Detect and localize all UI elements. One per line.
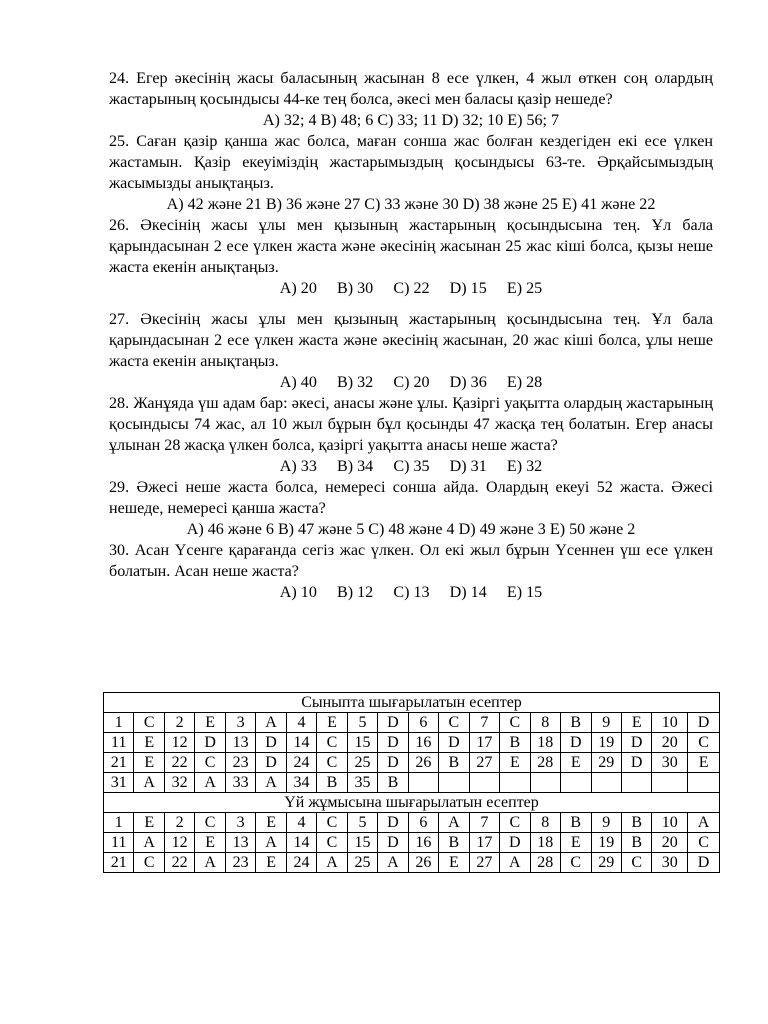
- class-key-question-number: 13: [225, 733, 255, 753]
- homework-key-answer-letter: A: [256, 833, 286, 853]
- class-key-row: [104, 753, 720, 773]
- class-key-answer-letter: E: [195, 713, 225, 733]
- homework-key-question-number: 9: [591, 813, 621, 833]
- problem-30-options: A) 10 B) 12 C) 13 D) 14 E) 15: [279, 584, 543, 601]
- homework-key-question-number: 13: [225, 833, 255, 853]
- homework-key-answer-letter: A: [688, 813, 720, 833]
- homework-key-answer-letter: B: [439, 833, 469, 853]
- class-key-answer-letter: C: [317, 753, 347, 773]
- class-key-answer-letter: E: [561, 753, 591, 773]
- homework-key-answer-letter: C: [561, 853, 591, 873]
- problem-29-options: A) 46 және 6 B) 47 және 5 C) 48 және 4 D) 49 және 3 E) 50 және 2: [186, 521, 636, 538]
- class-key-answer-letter: D: [378, 713, 408, 733]
- problem-27-options: A) 40 B) 32 C) 20 D) 36 E) 28: [279, 374, 543, 391]
- class-key-question-number: [408, 773, 438, 793]
- class-key-row: [104, 713, 720, 733]
- homework-key-answer-letter: C: [317, 833, 347, 853]
- problem-27-text: 27. Әкесінің жасы ұлы мен қызының жастарының қосындысына тең. Ұл бала қарындасынан 2 есе үлкен жаста және әкесінің жасынан, 20 жас кіші болса, ұлы неше жаста екенін анықтаңыз.: [109, 311, 713, 370]
- problem-25-options: A) 42 және 21 B) 36 және 27 C) 33 және 30 D) 38 және 25 E) 41 және 22: [166, 196, 656, 213]
- homework-key-row: [104, 813, 720, 833]
- class-key-answer-letter: [688, 773, 720, 793]
- class-key-answer-letter: B: [317, 773, 347, 793]
- class-key-answer-letter: D: [256, 733, 286, 753]
- class-key-answer-letter: C: [439, 713, 469, 733]
- class-key-question-number: 21: [104, 753, 134, 773]
- homework-key-question-number: 28: [530, 853, 560, 873]
- class-key-question-number: 34: [286, 773, 316, 793]
- class-key-answer-letter: D: [195, 733, 225, 753]
- class-key-question-number: 16: [408, 733, 438, 753]
- class-key-question-number: 23: [225, 753, 255, 773]
- homework-key-answer-letter: E: [195, 833, 225, 853]
- problem-28-text: 28. Жанұяда үш адам бар: әкесі, анасы және ұлы. Қазіргі уақытта олардың жастарының қосындысы 74 жас, ал 10 жыл бұрын бұл қосынды 47 жасқа тең болатын. Егер анасы ұлынан 28 жасқа үлкен болса, қазіргі уақытта анасы неше жаста?: [109, 395, 713, 454]
- homework-key-question-number: 15: [347, 833, 377, 853]
- homework-key-answer-letter: A: [134, 833, 164, 853]
- homework-problems-title-row: [104, 793, 720, 813]
- homework-key-answer-letter: E: [561, 833, 591, 853]
- class-key-question-number: 33: [225, 773, 255, 793]
- class-key-answer-letter: C: [688, 733, 720, 753]
- homework-key-answer-letter: E: [256, 813, 286, 833]
- homework-key-question-number: 24: [286, 853, 316, 873]
- homework-key-question-number: 6: [408, 813, 438, 833]
- class-key-answer-letter: C: [317, 733, 347, 753]
- class-key-question-number: 30: [652, 753, 688, 773]
- homework-key-answer-letter: A: [195, 853, 225, 873]
- homework-key-answer-letter: E: [439, 853, 469, 873]
- homework-key-answer-letter: A: [378, 853, 408, 873]
- homework-key-question-number: 25: [347, 853, 377, 873]
- homework-key-answer-letter: B: [561, 813, 591, 833]
- homework-key-question-number: 16: [408, 833, 438, 853]
- homework-key-question-number: 4: [286, 813, 316, 833]
- class-key-answer-letter: [561, 773, 591, 793]
- homework-key-row: [104, 833, 720, 853]
- homework-key-question-number: 1: [104, 813, 134, 833]
- homework-key-answer-letter: A: [500, 853, 530, 873]
- class-key-question-number: 19: [591, 733, 621, 753]
- problem-29-text: 29. Әжесі неше жаста болса, немересі сонша айда. Олардың екеуі 52 жаста. Әжесі нешеде, немересі қанша жаста?: [109, 479, 713, 517]
- homework-key-question-number: 12: [164, 833, 194, 853]
- class-key-question-number: 12: [164, 733, 194, 753]
- class-key-question-number: [530, 773, 560, 793]
- homework-key-question-number: 27: [469, 853, 499, 873]
- class-key-question-number: 17: [469, 733, 499, 753]
- homework-key-question-number: 21: [104, 853, 134, 873]
- class-key-question-number: 15: [347, 733, 377, 753]
- spacer: [109, 299, 713, 309]
- class-key-question-number: 3: [225, 713, 255, 733]
- homework-key-question-number: 2: [164, 813, 194, 833]
- class-key-question-number: 22: [164, 753, 194, 773]
- class-key-question-number: 24: [286, 753, 316, 773]
- class-key-question-number: 27: [469, 753, 499, 773]
- class-key-question-number: 4: [286, 713, 316, 733]
- homework-key-question-number: 20: [652, 833, 688, 853]
- homework-key-answer-letter: C: [500, 813, 530, 833]
- homework-key-answer-letter: E: [134, 813, 164, 833]
- class-key-answer-letter: E: [500, 753, 530, 773]
- homework-key-answer-letter: D: [378, 833, 408, 853]
- class-key-answer-letter: D: [561, 733, 591, 753]
- class-key-answer-letter: E: [134, 753, 164, 773]
- class-key-answer-letter: D: [621, 733, 651, 753]
- class-key-answer-letter: C: [500, 713, 530, 733]
- class-key-question-number: 10: [652, 713, 688, 733]
- class-problems-title: Сыныпта шығарылатын есептер: [104, 693, 720, 713]
- class-key-question-number: 32: [164, 773, 194, 793]
- class-key-answer-letter: D: [439, 733, 469, 753]
- homework-key-answer-letter: E: [256, 853, 286, 873]
- problem-26-text: 26. Әкесінің жасы ұлы мен қызының жастарының қосындысына тең. Ұл бала қарындасынан 2 есе үлкен жаста және әкесінің жасынан 25 жас кіші болса, қызы неше жаста екенін анықтаңыз.: [109, 217, 713, 276]
- problem-25-text: 25. Саған қазір қанша жас болса, маған сонша жас болған кездегіден екі есе үлкен жастамын. Қазір екеуіміздің жастарымыздың қосындысы 63-те. Әрқайсымыздың жасымызды анықтаңыз.: [109, 133, 713, 192]
- class-key-row: [104, 773, 720, 793]
- homework-problems-title: Үй жұмысына шығарылатын есептер: [104, 793, 720, 813]
- class-key-answer-letter: E: [317, 713, 347, 733]
- homework-key-answer-letter: C: [688, 833, 720, 853]
- class-key-answer-letter: D: [378, 753, 408, 773]
- class-key-question-number: [652, 773, 688, 793]
- homework-key-answer-letter: B: [621, 813, 651, 833]
- class-key-answer-letter: A: [195, 773, 225, 793]
- class-key-question-number: 7: [469, 713, 499, 733]
- homework-key-question-number: 22: [164, 853, 194, 873]
- problem-26-options: A) 20 B) 30 C) 22 D) 15 E) 25: [279, 280, 543, 297]
- homework-key-answer-letter: C: [317, 813, 347, 833]
- homework-key-question-number: 14: [286, 833, 316, 853]
- homework-key-question-number: 18: [530, 833, 560, 853]
- class-key-answer-letter: B: [500, 733, 530, 753]
- homework-key-question-number: 30: [652, 853, 688, 873]
- homework-key-answer-letter: A: [439, 813, 469, 833]
- class-key-question-number: 8: [530, 713, 560, 733]
- class-key-question-number: [469, 773, 499, 793]
- class-key-answer-letter: A: [256, 713, 286, 733]
- homework-key-answer-letter: B: [621, 833, 651, 853]
- homework-key-row: [104, 853, 720, 873]
- class-key-answer-letter: B: [378, 773, 408, 793]
- class-key-question-number: 2: [164, 713, 194, 733]
- homework-key-question-number: 5: [347, 813, 377, 833]
- class-key-answer-letter: [500, 773, 530, 793]
- homework-key-answer-letter: A: [317, 853, 347, 873]
- class-key-question-number: 26: [408, 753, 438, 773]
- class-key-answer-letter: E: [621, 713, 651, 733]
- homework-key-question-number: 19: [591, 833, 621, 853]
- homework-key-question-number: 23: [225, 853, 255, 873]
- class-key-question-number: [591, 773, 621, 793]
- answer-key-table: [103, 692, 720, 873]
- homework-key-question-number: 3: [225, 813, 255, 833]
- class-key-answer-letter: A: [256, 773, 286, 793]
- problem-24-text: 24. Егер әкесінің жасы баласының жасынан 8 есе үлкен, 4 жыл өткен соң олардың жастарының қосындысы 44-ке тең болса, әкесі мен баласы қазір нешеде?: [109, 70, 713, 108]
- class-key-question-number: 29: [591, 753, 621, 773]
- class-key-question-number: 20: [652, 733, 688, 753]
- class-key-answer-letter: C: [195, 753, 225, 773]
- class-key-question-number: 28: [530, 753, 560, 773]
- class-key-answer-letter: E: [134, 733, 164, 753]
- class-problems-title-row: [104, 693, 720, 713]
- class-key-question-number: 5: [347, 713, 377, 733]
- homework-key-question-number: 29: [591, 853, 621, 873]
- homework-key-question-number: 26: [408, 853, 438, 873]
- class-key-question-number: 9: [591, 713, 621, 733]
- homework-key-answer-letter: D: [378, 813, 408, 833]
- homework-key-question-number: 10: [652, 813, 688, 833]
- class-key-answer-letter: D: [688, 713, 720, 733]
- homework-key-question-number: 7: [469, 813, 499, 833]
- class-key-answer-letter: D: [256, 753, 286, 773]
- class-key-answer-letter: C: [134, 713, 164, 733]
- class-key-question-number: 14: [286, 733, 316, 753]
- class-key-question-number: 1: [104, 713, 134, 733]
- problem-24-options: A) 32; 4 B) 48; 6 C) 33; 11 D) 32; 10 E) 56; 7: [262, 112, 560, 129]
- class-key-question-number: 25: [347, 753, 377, 773]
- problem-28-options: A) 33 B) 34 C) 35 D) 31 E) 32: [279, 458, 543, 475]
- homework-key-answer-letter: C: [195, 813, 225, 833]
- homework-key-answer-letter: D: [500, 833, 530, 853]
- class-key-answer-letter: B: [439, 753, 469, 773]
- class-key-question-number: 6: [408, 713, 438, 733]
- homework-key-answer-letter: C: [621, 853, 651, 873]
- class-key-row: [104, 733, 720, 753]
- class-key-question-number: 11: [104, 733, 134, 753]
- class-key-answer-letter: D: [621, 753, 651, 773]
- class-key-answer-letter: [439, 773, 469, 793]
- class-key-question-number: 18: [530, 733, 560, 753]
- class-key-answer-letter: [621, 773, 651, 793]
- problem-30-text: 30. Асан Үсенге қарағанда сегіз жас үлкен. Ол екі жыл бұрын Үсеннен үш есе үлкен болатын. Асан неше жаста?: [109, 542, 713, 580]
- homework-key-question-number: 11: [104, 833, 134, 853]
- homework-key-answer-letter: C: [134, 853, 164, 873]
- class-key-answer-letter: B: [561, 713, 591, 733]
- class-key-answer-letter: A: [134, 773, 164, 793]
- problem-list: [109, 68, 713, 603]
- homework-key-question-number: 8: [530, 813, 560, 833]
- class-key-answer-letter: E: [688, 753, 720, 773]
- class-key-question-number: 35: [347, 773, 377, 793]
- homework-key-question-number: 17: [469, 833, 499, 853]
- answer-key-body: [104, 693, 720, 873]
- homework-key-answer-letter: D: [688, 853, 720, 873]
- class-key-question-number: 31: [104, 773, 134, 793]
- class-key-answer-letter: D: [378, 733, 408, 753]
